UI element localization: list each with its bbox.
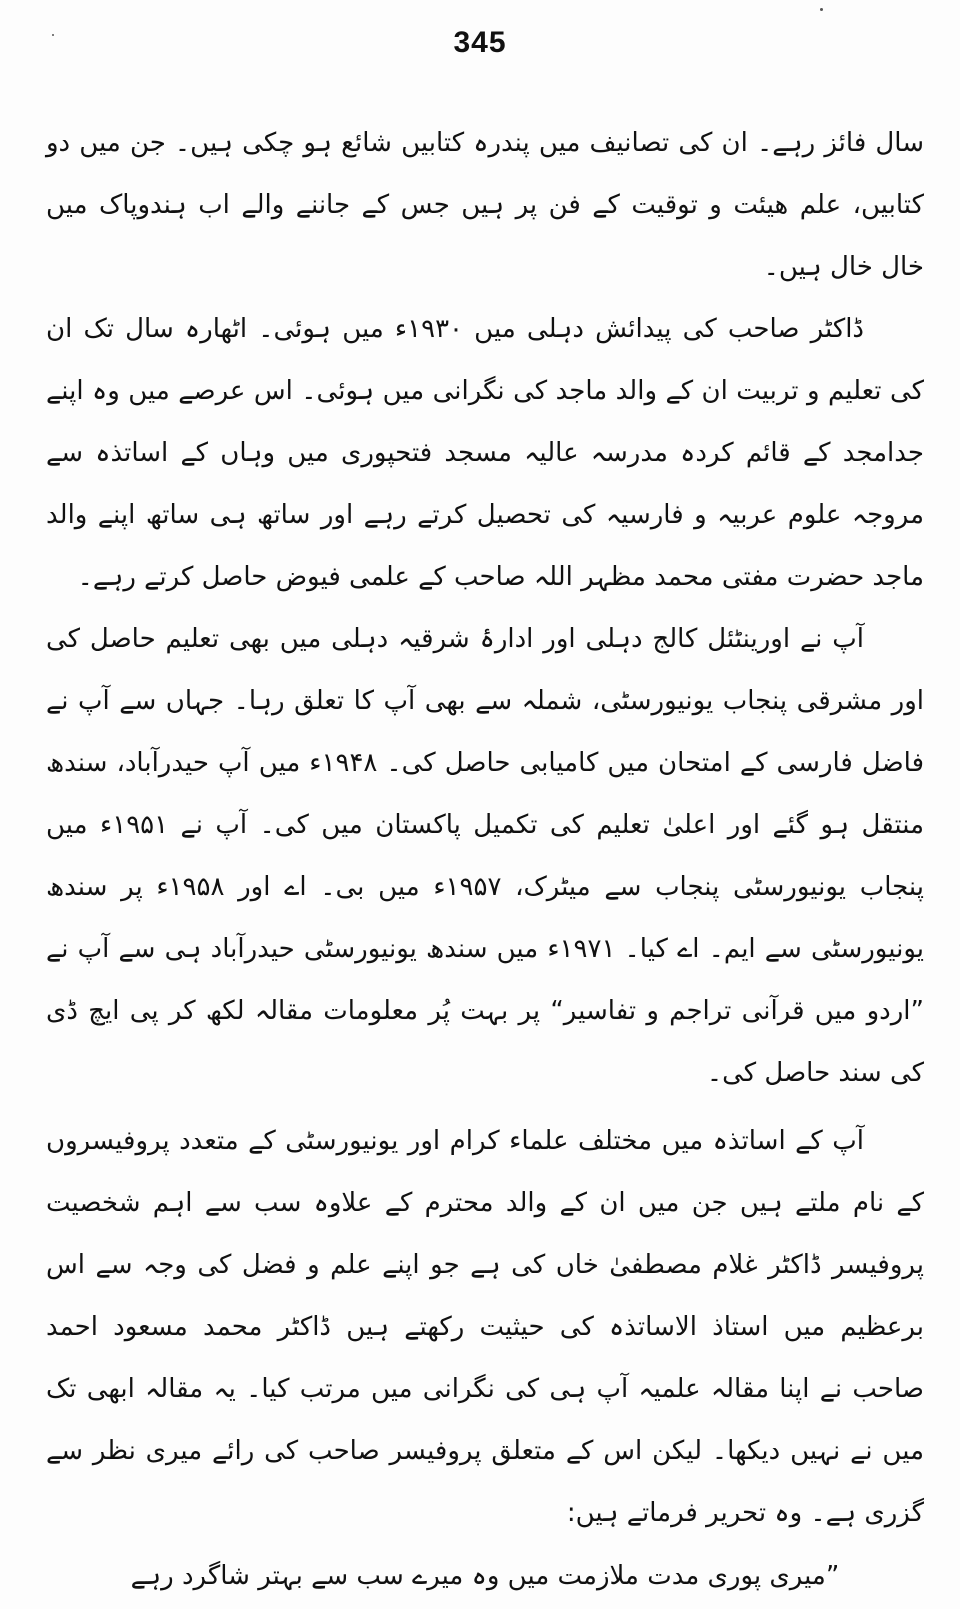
paragraph-degrees: آپ نے اورینٹئل کالج دہلی اور ادارۂ شرقیہ دہلی میں بھی تعلیم حاصل کی اور مشرقی پنجاب یونیورسٹی، شملہ سے بھی آپ کا تعلق رہا۔ جہاں سے آپ نے فاضل فارسی کے امتحان میں کامیابی حاصل کی۔ ۱۹۴۸ء میں آپ حیدرآباد، سندھ منتقل ہو گئے اور اعلیٰ تعلیم کی تکمیل پاکستان میں کی۔ آپ نے ۱۹۵۱ء میں پنجاب یونیورسٹی پنجاب سے میٹرک، ۱۹۵۷ء میں بی۔ اے اور ۱۹۵۸ء پر سندھ یونیورسٹی سے ایم۔ اے کیا۔ ۱۹۷۱ء میں سندھ یونیورسٹی حیدرآباد ہی سے آپ نے ”اردو میں قرآنی تراجم و تفاسیر“ پر بہت پُر معلومات مقالہ لکھ کر پی ایچ ڈی کی سند حاصل کی۔ xyxy=(46,624,925,1088)
body-text xyxy=(46,112,924,1544)
paragraph-teachers: آپ کے اساتذہ میں مختلف علماء کرام اور یونیورسٹی کے متعدد پروفیسروں کے نام ملتے ہیں جن میں ان کے والد محترم کے علاوہ سب سے اہم شخصیت پروفیسر ڈاکٹر غلام مصطفیٰ خاں کی ہے جو اپنے علم و فضل کی وجہ سے اس برعظیم میں استاذ الاساتذہ کی حیثیت رکھتے ہیں ڈاکٹر محمد مسعود احمد صاحب نے اپنا مقالہ علمیہ آپ ہی کی نگرانی میں مرتب کیا۔ یہ مقالہ ابھی تک میں نے نہیں دیکھا۔ لیکن اس کے متعلق پروفیسر صاحب کی رائے میری نظر سے گزری ہے۔ وہ تحریر فرماتے ہیں: xyxy=(46,1126,924,1528)
scan-speck xyxy=(820,8,823,11)
paragraph-intro: سال فائز رہے۔ ان کی تصانیف میں پندرہ کتابیں شائع ہو چکی ہیں۔ جن میں دو کتابیں، علم ھیئت و توقیت کے فن پر ہیں جس کے جاننے والے اب ہندوپاک میں خال خال ہیں۔ xyxy=(46,128,924,282)
scan-speck xyxy=(52,34,54,36)
page-number: 345 xyxy=(453,26,507,59)
quotation: ”میری پوری مدت ملازمت میں وہ میرے سب سے بہتر شاگرد رہے xyxy=(130,1561,840,1591)
paragraph-birth-education: ڈاکٹر صاحب کی پیدائش دہلی میں ۱۹۳۰ء میں ہوئی۔ اٹھارہ سال تک ان کی تعلیم و تربیت ان کے والد ماجد کی نگرانی میں ہوئی۔ اس عرصے میں وہ اپنے جدامجد کے قائم کردہ مدرسہ عالیہ مسجد فتحپوری میں وہاں کے اساتذہ سے مروجہ علوم عربیہ و فارسیہ کی تحصیل کرتے رہے اور ساتھ ہی ساتھ اپنے والد ماجد حضرت مفتی محمد مظہر اللہ صاحب کے علمی فیوض حاصل کرتے رہے۔ xyxy=(46,314,924,592)
